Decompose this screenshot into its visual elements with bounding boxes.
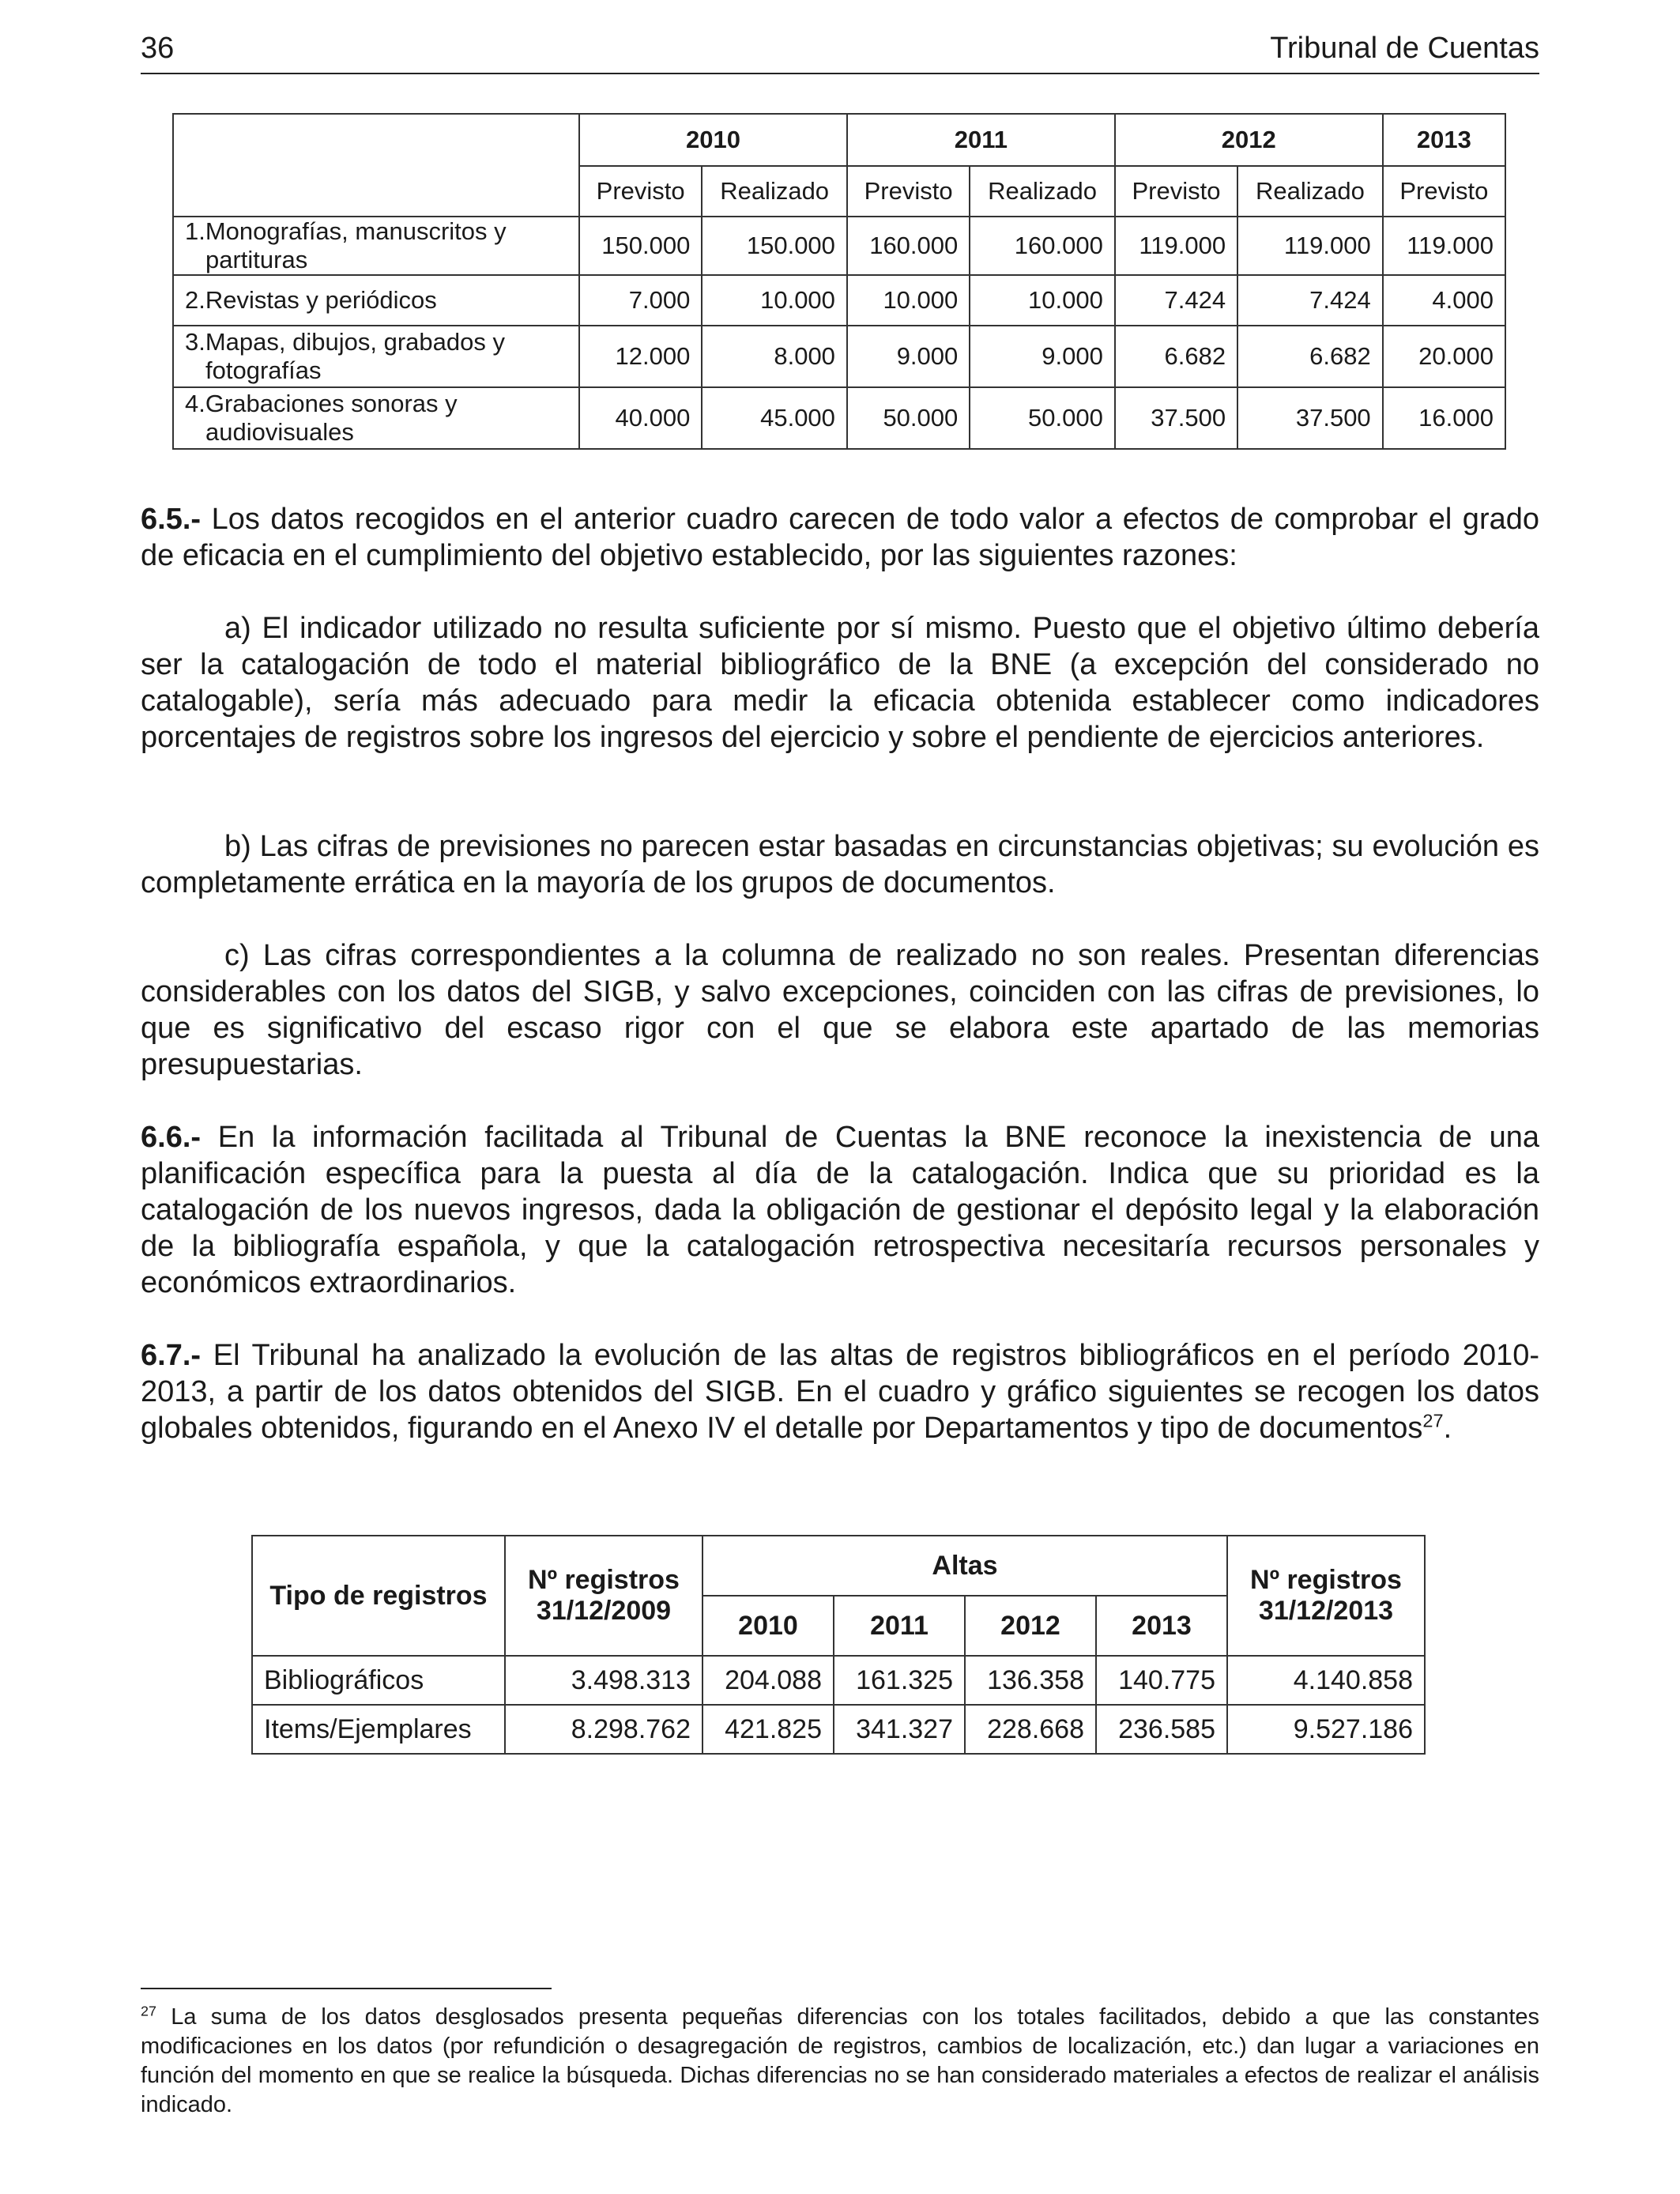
subheader-cell: Realizado bbox=[970, 166, 1115, 217]
table-row bbox=[173, 217, 1505, 275]
table-cell: 204.088 bbox=[703, 1656, 834, 1705]
row-label-line: 3.Mapas, dibujos, grabados y bbox=[185, 328, 505, 356]
table-cell: 236.585 bbox=[1096, 1705, 1227, 1754]
paragraph-c bbox=[141, 937, 1539, 1083]
forecast-table bbox=[172, 113, 1506, 450]
table-cell: 160.000 bbox=[847, 217, 970, 275]
registros-table bbox=[251, 1535, 1426, 1755]
paragraph-6-6 bbox=[141, 1119, 1539, 1301]
table-cell: 228.668 bbox=[965, 1705, 1096, 1754]
footnote-number: 27 bbox=[141, 2003, 156, 2019]
table-cell: 6.682 bbox=[1115, 326, 1237, 387]
paragraph-a bbox=[141, 610, 1539, 756]
col-header-tipo: Tipo de registros bbox=[252, 1536, 505, 1656]
running-title: Tribunal de Cuentas bbox=[1270, 32, 1539, 65]
table-cell: 8.000 bbox=[702, 326, 847, 387]
table-cell: 119.000 bbox=[1115, 217, 1237, 275]
paragraph-6-7 bbox=[141, 1337, 1539, 1446]
paragraph-6-5 bbox=[141, 501, 1539, 574]
section-number: 6.6.- bbox=[141, 1121, 202, 1154]
page-number: 36 bbox=[141, 32, 175, 65]
table-cell: 37.500 bbox=[1115, 387, 1237, 449]
year-header: 2011 bbox=[834, 1596, 965, 1656]
row-label-line: audiovisuales bbox=[205, 418, 354, 446]
table-cell: 119.000 bbox=[1383, 217, 1505, 275]
table-cell: 3.498.313 bbox=[505, 1656, 703, 1705]
table-cell: 9.000 bbox=[847, 326, 970, 387]
footnote-text: La suma de los datos desglosados presenta pequeñas diferencias con los totales facilitados, debido a que las constantes modificaciones en los datos (por refundición o desagregación de registros, cambios de localización, etc.) dan lugar a variaciones en función del momento en que se realice la búsqueda. Dichas diferencias no se han considerado materiales a efectos de realizar el análisis indicado. bbox=[141, 2004, 1540, 2117]
table-cell: 140.775 bbox=[1096, 1656, 1227, 1705]
table-cell: 45.000 bbox=[702, 387, 847, 449]
row-label: Items/Ejemplares bbox=[252, 1705, 505, 1754]
paragraph-text: Los datos recogidos en el anterior cuadro carecen de todo valor a efectos de comprobar el grado de eficacia en el cumplimiento del objetivo establecido, por las siguientes razones: bbox=[141, 503, 1539, 572]
year-header: 2010 bbox=[703, 1596, 834, 1656]
table-cell: 9.527.186 bbox=[1227, 1705, 1425, 1754]
table-cell: 50.000 bbox=[970, 387, 1115, 449]
row-label-line: 1.Monografías, manuscritos y bbox=[185, 217, 507, 245]
subheader-cell: Previsto bbox=[847, 166, 970, 217]
table-cell: 6.682 bbox=[1237, 326, 1383, 387]
paragraph-text: En la información facilitada al Tribunal de Cuentas la BNE reconoce la inexistencia de una planificación específica para la puesta al día de la catalogación. Indica que su prioridad es la catalogación de los nuevos ingresos, dada la obligación de gestionar el depósito legal y la elaboración de la bibliografía española, y que la catalogación retrospectiva necesitaría recursos personales y económicos extraordinarios. bbox=[141, 1121, 1539, 1299]
footnote-separator bbox=[141, 1988, 552, 1989]
year-header: 2011 bbox=[847, 114, 1115, 166]
subheader-cell: Previsto bbox=[1383, 166, 1505, 217]
row-label-line: 4.Grabaciones sonoras y bbox=[185, 390, 458, 417]
table-cell: 119.000 bbox=[1237, 217, 1383, 275]
row-label-line: partituras bbox=[205, 246, 308, 273]
row-label bbox=[173, 326, 579, 387]
year-header: 2013 bbox=[1383, 114, 1505, 166]
table-cell: 4.000 bbox=[1383, 275, 1505, 326]
paragraph-b bbox=[141, 828, 1539, 901]
table-cell: 7.000 bbox=[579, 275, 702, 326]
page-header bbox=[141, 30, 1539, 74]
table-row bbox=[252, 1705, 1425, 1754]
table-cell: 20.000 bbox=[1383, 326, 1505, 387]
subheader-cell: Realizado bbox=[702, 166, 847, 217]
table-cell: 150.000 bbox=[702, 217, 847, 275]
table-header-row bbox=[252, 1536, 1425, 1596]
paragraph-text: a) El indicador utilizado no resulta suficiente por sí mismo. Puesto que el objetivo último debería ser la catalogación de todo el material bibliográfico de la BNE (a excepción del considerado no catalogable), sería más adecuado para medir la eficacia obtenida establecer como indicadores porcentajes de registros sobre los ingresos del ejercicio y sobre el pendiente de ejercicios anteriores. bbox=[141, 612, 1539, 754]
year-header: 2010 bbox=[579, 114, 847, 166]
table-cell: 341.327 bbox=[834, 1705, 965, 1754]
col-header-n2009: Nº registros 31/12/2009 bbox=[505, 1536, 703, 1656]
col-header-n2013: Nº registros 31/12/2013 bbox=[1227, 1536, 1425, 1656]
table-row bbox=[173, 387, 1505, 449]
table-cell: 7.424 bbox=[1237, 275, 1383, 326]
table-cell: 40.000 bbox=[579, 387, 702, 449]
table-cell: 421.825 bbox=[703, 1705, 834, 1754]
table-cell: 10.000 bbox=[847, 275, 970, 326]
row-label-line: fotografías bbox=[205, 356, 322, 384]
section-number: 6.7.- bbox=[141, 1339, 202, 1372]
year-header: 2012 bbox=[965, 1596, 1096, 1656]
subheader-cell: Realizado bbox=[1237, 166, 1383, 217]
row-label: 2.Revistas y periódicos bbox=[173, 275, 579, 326]
subheader-cell: Previsto bbox=[1115, 166, 1237, 217]
table-cell: 37.500 bbox=[1237, 387, 1383, 449]
table-cell: 16.000 bbox=[1383, 387, 1505, 449]
footnote bbox=[141, 2003, 1539, 2120]
table-cell: 150.000 bbox=[579, 217, 702, 275]
table-cell: 10.000 bbox=[970, 275, 1115, 326]
table-row bbox=[252, 1656, 1425, 1705]
table-cell: 7.424 bbox=[1115, 275, 1237, 326]
table-cell: 4.140.858 bbox=[1227, 1656, 1425, 1705]
year-header: 2013 bbox=[1096, 1596, 1227, 1656]
section-number: 6.5.- bbox=[141, 503, 202, 536]
table-cell: 161.325 bbox=[834, 1656, 965, 1705]
paragraph-end: . bbox=[1443, 1412, 1452, 1445]
table-cell: 160.000 bbox=[970, 217, 1115, 275]
paragraph-text: b) Las cifras de previsiones no parecen estar basadas en circunstancias objetivas; su evolución es completamente errática en la mayoría de los grupos de documentos. bbox=[141, 830, 1539, 899]
col-header-altas: Altas bbox=[703, 1536, 1227, 1596]
table-row bbox=[173, 326, 1505, 387]
row-label bbox=[173, 217, 579, 275]
subheader-cell: Previsto bbox=[579, 166, 702, 217]
table-cell: 10.000 bbox=[702, 275, 847, 326]
year-header: 2012 bbox=[1115, 114, 1383, 166]
paragraph-text: El Tribunal ha analizado la evolución de las altas de registros bibliográficos en el período 2010-2013, a partir de los datos obtenidos del SIGB. En el cuadro y gráfico siguientes se recogen los datos globales obtenidos, figurando en el Anexo IV el detalle por Departamentos y tipo de documentos bbox=[141, 1339, 1539, 1445]
paragraph-text: c) Las cifras correspondientes a la columna de realizado no son reales. Presentan diferencias considerables con los datos del SIGB, y salvo excepciones, coinciden con las cifras de previsiones, lo que es significativo del escaso rigor con el que se elabora este apartado de las memorias presupuestarias. bbox=[141, 939, 1539, 1081]
footnote-ref: 27 bbox=[1422, 1410, 1444, 1431]
empty-corner-cell bbox=[173, 114, 579, 217]
row-label: Bibliográficos bbox=[252, 1656, 505, 1705]
table-cell: 136.358 bbox=[965, 1656, 1096, 1705]
table-header-row bbox=[173, 114, 1505, 166]
row-label bbox=[173, 387, 579, 449]
table-row bbox=[173, 275, 1505, 326]
table-cell: 50.000 bbox=[847, 387, 970, 449]
table-cell: 12.000 bbox=[579, 326, 702, 387]
table-cell: 9.000 bbox=[970, 326, 1115, 387]
table-cell: 8.298.762 bbox=[505, 1705, 703, 1754]
